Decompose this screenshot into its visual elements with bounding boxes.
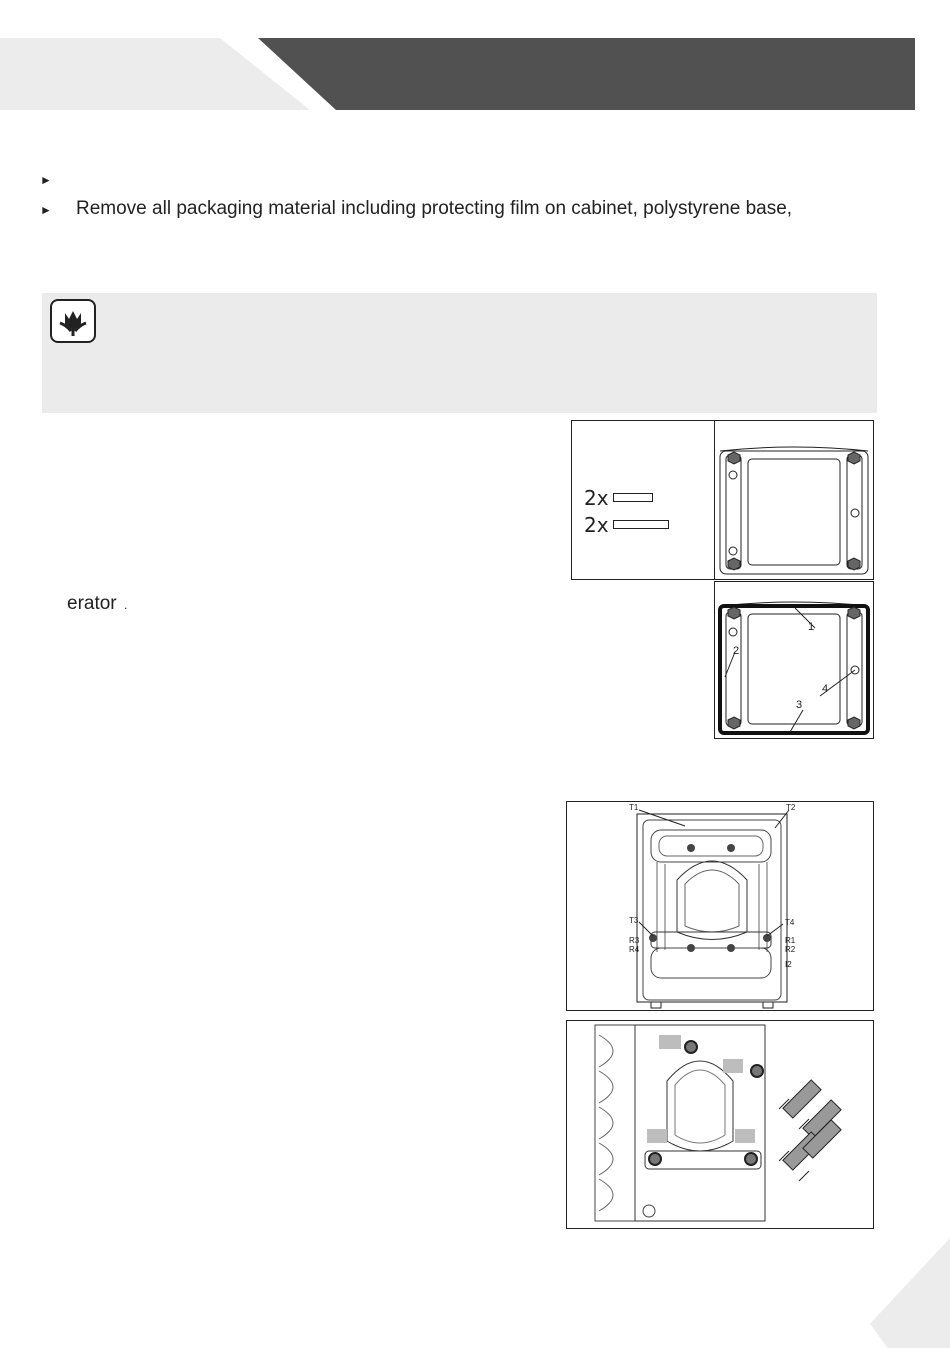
bolt-removal-panel [566,1020,874,1229]
label-R3: R3 [629,936,640,945]
header-tab-light [0,38,310,110]
base-callout-panel [714,581,874,739]
qty-label-short: 2x [584,486,609,510]
label-T1: T1 [629,803,639,812]
short-cover-strip [613,493,653,502]
bullet-1: ► [40,173,52,187]
rear-view-drawing [567,802,873,1010]
bolt-removal-drawing [567,1021,873,1228]
page-corner-tab [870,1238,950,1348]
base-view-panel [714,420,874,580]
callout-4: 4 [822,683,829,695]
label-R4: R4 [629,945,640,954]
text-fragment: erator [67,593,117,614]
flower-eco-icon [50,299,96,343]
long-cover-strip [613,520,669,529]
callout-2: 2 [733,645,740,657]
label-T2: T2 [786,803,796,812]
rear-view-panel [566,801,874,1011]
label-R1: R1 [785,936,796,945]
base-callout-drawing [715,582,873,738]
header-bar-dark [258,38,915,110]
instruction-remove-packaging: Remove all packaging material including protecting film on cabinet, polystyrene base, [76,198,793,219]
label-I2: I2 [785,960,792,969]
label-T4: T4 [785,918,795,927]
label-R2: R2 [785,945,796,954]
eco-note-box [42,293,877,413]
callout-1: 1 [808,621,815,633]
bullet-2: ► [40,203,52,217]
text-fragment-mark: . [124,598,128,612]
callout-3: 3 [796,699,803,711]
qty-label-long: 2x [584,513,609,537]
base-view-drawing [715,421,873,579]
label-T3: T3 [629,916,639,925]
